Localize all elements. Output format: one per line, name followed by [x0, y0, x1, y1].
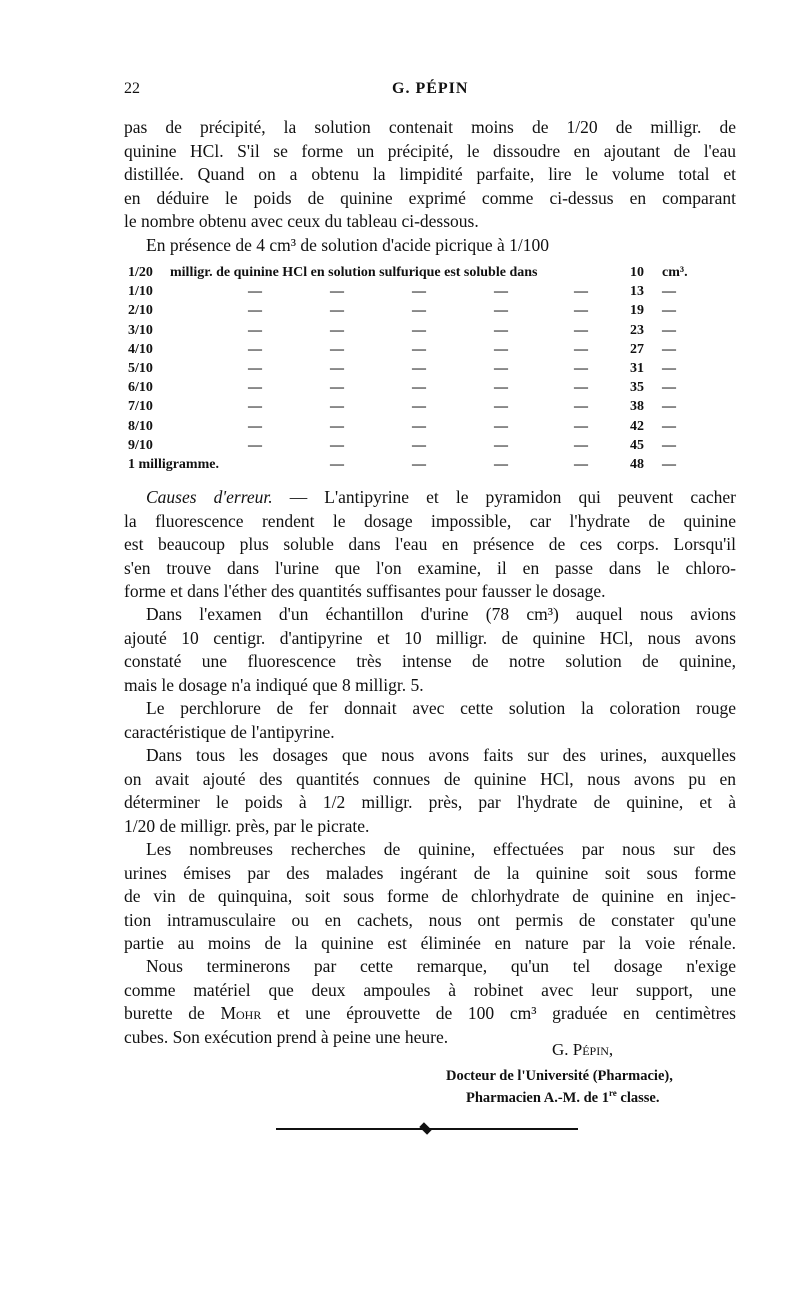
- table-row: [128, 265, 708, 284]
- ditto-dash: —: [662, 418, 676, 434]
- text-line: comme matériel que deux ampoules à robinet avec leur support, une: [124, 979, 736, 1000]
- ditto-dash: —: [330, 437, 344, 453]
- row-value: 31: [630, 360, 644, 376]
- ditto-dash: —: [662, 341, 676, 357]
- text-line: en déduire le poids de quinine exprimé comme ci-dessus en comparant: [124, 187, 736, 208]
- table-row: [128, 361, 708, 380]
- ditto-dash: —: [662, 380, 676, 396]
- ditto-dash: —: [494, 418, 508, 434]
- ditto-dash: —: [248, 322, 262, 338]
- ditto-dash: —: [494, 303, 508, 319]
- row-fraction: 5/10: [128, 360, 153, 376]
- ditto-dash: —: [412, 341, 426, 357]
- paragraph-8: [124, 955, 736, 1049]
- table-row: [128, 303, 708, 322]
- ditto-dash: —: [330, 341, 344, 357]
- text-line: pas de précipité, la solution contenait moins de 1/20 de milligr. de: [124, 117, 736, 137]
- table-row: [128, 342, 708, 361]
- row-phrase: milligr. de quinine HCl en solution sulfurique est soluble dans: [170, 265, 538, 280]
- text-line: distillée. Quand on a obtenu la limpidité parfaite, lire le volume total et: [124, 164, 736, 185]
- ditto-dash: —: [494, 360, 508, 376]
- ditto-dash: —: [494, 380, 508, 396]
- ditto-dash: —: [494, 437, 508, 453]
- page-number: 22: [124, 80, 140, 97]
- row-fraction: 8/10: [128, 418, 153, 434]
- ditto-dash: —: [330, 380, 344, 396]
- ditto-dash: —: [662, 360, 676, 376]
- ditto-dash: —: [494, 322, 508, 338]
- text-line: est beaucoup plus soluble dans l'eau en présence de ces corps. Lorsqu'il: [124, 534, 736, 555]
- row-fraction: 9/10: [128, 437, 153, 453]
- paragraph-7: [124, 838, 736, 956]
- ditto-dash: —: [574, 380, 588, 396]
- text-line: mais le dosage n'a indiqué que 8 milligr. 5.: [124, 674, 424, 695]
- ditto-dash: —: [330, 418, 344, 434]
- causes-heading: Causes d'erreur.: [146, 487, 273, 507]
- row-value: 13: [630, 284, 644, 300]
- ditto-dash: —: [412, 322, 426, 338]
- ditto-dash: —: [494, 284, 508, 300]
- ditto-dash: —: [574, 456, 588, 472]
- text-line: le nombre obtenu avec ceux du tableau ci-dessous.: [124, 211, 479, 232]
- text-fragment: — L'antipyrine et le pyramidon qui peuvent cacher: [272, 487, 736, 507]
- ditto-dash: —: [662, 303, 676, 319]
- row-fraction: 6/10: [128, 380, 153, 396]
- paragraph-1: [124, 116, 736, 234]
- text-line: la fluorescence rendent le dosage impossible, car l'hydrate de quinine: [124, 510, 736, 531]
- text-line: Dans l'examen d'un échantillon d'urine (78 cm³) auquel nous avions: [146, 604, 736, 624]
- table-row: [128, 284, 708, 303]
- text-line: quinine HCl. S'il se forme un précipité, le dissoudre en ajoutant de l'eau: [124, 140, 736, 161]
- ditto-dash: —: [662, 284, 676, 300]
- ditto-dash: —: [412, 456, 426, 472]
- ditto-dash: —: [574, 284, 588, 300]
- ditto-dash: —: [574, 437, 588, 453]
- row-fraction: 1 milligramme.: [128, 456, 219, 472]
- ditto-dash: —: [494, 456, 508, 472]
- row-fraction: 7/10: [128, 399, 153, 415]
- row-value: 10: [630, 265, 644, 280]
- ditto-dash: —: [494, 341, 508, 357]
- row-fraction: 3/10: [128, 322, 153, 338]
- running-title: G. PÉPIN: [392, 80, 469, 97]
- paragraph-3: [124, 486, 736, 604]
- ditto-dash: —: [412, 399, 426, 415]
- text-line: [124, 486, 736, 510]
- ditto-dash: —: [248, 284, 262, 300]
- signature-title-2-text: Pharmacien A.-M. de 1re classe.: [466, 1088, 660, 1106]
- paragraph-5: [124, 697, 736, 744]
- row-fraction: 1/20: [128, 265, 153, 280]
- ditto-dash: —: [330, 303, 344, 319]
- table-row: [128, 323, 708, 342]
- ditto-dash: —: [662, 437, 676, 453]
- row-value: 35: [630, 380, 644, 396]
- row-value: 42: [630, 418, 644, 434]
- end-ornament-icon: [419, 1122, 431, 1134]
- ditto-dash: —: [412, 284, 426, 300]
- signature-title-1: Docteur de l'Université (Pharmacie),: [446, 1068, 673, 1084]
- ditto-dash: —: [412, 437, 426, 453]
- row-fraction: 1/10: [128, 284, 153, 300]
- text-line: urines émises par des malades ingérant de la quinine soit sous forme: [124, 862, 736, 883]
- ditto-dash: —: [248, 399, 262, 415]
- ditto-dash: —: [662, 322, 676, 338]
- ditto-dash: —: [330, 456, 344, 472]
- signature-title-2: [466, 1088, 659, 1107]
- table-row: [128, 399, 708, 418]
- paragraph-6: [124, 744, 736, 838]
- ditto-dash: —: [574, 360, 588, 376]
- text-line: partie au moins de la quinine est éliminée en nature par la voie rénale.: [124, 933, 736, 954]
- ditto-dash: —: [330, 284, 344, 300]
- ditto-dash: —: [330, 399, 344, 415]
- table-row: [128, 457, 708, 476]
- ditto-dash: —: [494, 399, 508, 415]
- table-row: [128, 438, 708, 457]
- row-fraction: 4/10: [128, 341, 153, 357]
- ditto-dash: —: [412, 418, 426, 434]
- ditto-dash: —: [330, 360, 344, 376]
- ditto-dash: —: [574, 399, 588, 415]
- paragraph-2: [146, 234, 736, 258]
- row-value: 45: [630, 437, 644, 453]
- ditto-dash: —: [248, 341, 262, 357]
- ditto-dash: —: [574, 341, 588, 357]
- text-line: [124, 1002, 736, 1026]
- paragraph-4: [124, 603, 736, 697]
- ditto-dash: —: [574, 418, 588, 434]
- text-line: Les nombreuses recherches de quinine, effectuées par nous sur des: [146, 839, 736, 859]
- row-fraction: 2/10: [128, 303, 153, 319]
- text-line: forme et dans l'éther des quantités suffisantes pour fausser le dosage.: [124, 581, 606, 602]
- text-line: 1/20 de milligr. près, par le picrate.: [124, 815, 370, 836]
- row-value: 27: [630, 341, 644, 357]
- ditto-dash: —: [574, 303, 588, 319]
- row-value: 38: [630, 399, 644, 415]
- table-row: [128, 380, 708, 399]
- solubility-table: [128, 265, 708, 476]
- text-line: ajouté 10 centigr. d'antipyrine et 10 milligr. de quinine HCl, nous avons: [124, 627, 736, 648]
- ditto-dash: —: [412, 303, 426, 319]
- ditto-dash: —: [330, 322, 344, 338]
- text-line: cubes. Son exécution prend à peine une heure.: [124, 1026, 449, 1047]
- text-line: de vin de quinquina, soit sous forme de chlorhydrate de quinine en injec-: [124, 886, 736, 907]
- author-name-mohr: Mohr: [220, 1003, 262, 1024]
- text-line: En présence de 4 cm³ de solution d'acide picrique à 1/100: [146, 235, 549, 255]
- ordinal-superscript: re: [608, 1088, 617, 1098]
- row-value: 48: [630, 456, 644, 472]
- text-line: Nous terminerons par cette remarque, qu'un tel dosage n'exige: [146, 956, 736, 976]
- ditto-dash: —: [412, 360, 426, 376]
- text-line: constaté une fluorescence très intense de notre solution de quinine,: [124, 651, 736, 672]
- text-fragment: burette de: [124, 1003, 221, 1024]
- ditto-dash: —: [662, 456, 676, 472]
- row-value: 23: [630, 322, 644, 338]
- text-fragment: et une éprouvette de 100 cm³ graduée en centimètres: [261, 1003, 736, 1024]
- text-line: déterminer le poids à 1/2 milligr. près, par l'hydrate de quinine, et à: [124, 792, 736, 813]
- ditto-dash: —: [248, 437, 262, 453]
- text-line: on avait ajouté des quantités connues de quinine HCl, nous avons pu en: [124, 768, 736, 789]
- ditto-dash: —: [248, 418, 262, 434]
- ditto-dash: —: [412, 380, 426, 396]
- text-line: Le perchlorure de fer donnait avec cette solution la coloration rouge: [146, 698, 736, 718]
- text-line: s'en trouve dans l'urine que l'on examine, il en passe dans le chloro-: [124, 557, 736, 578]
- ditto-dash: —: [574, 322, 588, 338]
- table-row: [128, 419, 708, 438]
- ditto-dash: —: [662, 399, 676, 415]
- ditto-dash: —: [248, 380, 262, 396]
- page-header: [124, 80, 714, 104]
- ditto-dash: —: [248, 360, 262, 376]
- text-line: tion intramusculaire ou en cachets, nous ont permis de constater qu'une: [124, 909, 736, 930]
- ditto-dash: —: [248, 303, 262, 319]
- signature-name: G. Pépin,: [552, 1040, 614, 1059]
- row-value: 19: [630, 303, 644, 319]
- text-line: Dans tous les dosages que nous avons faits sur des urines, auxquelles: [146, 745, 736, 765]
- row-unit: cm³.: [662, 265, 688, 280]
- text-line: caractéristique de l'antipyrine.: [124, 721, 335, 742]
